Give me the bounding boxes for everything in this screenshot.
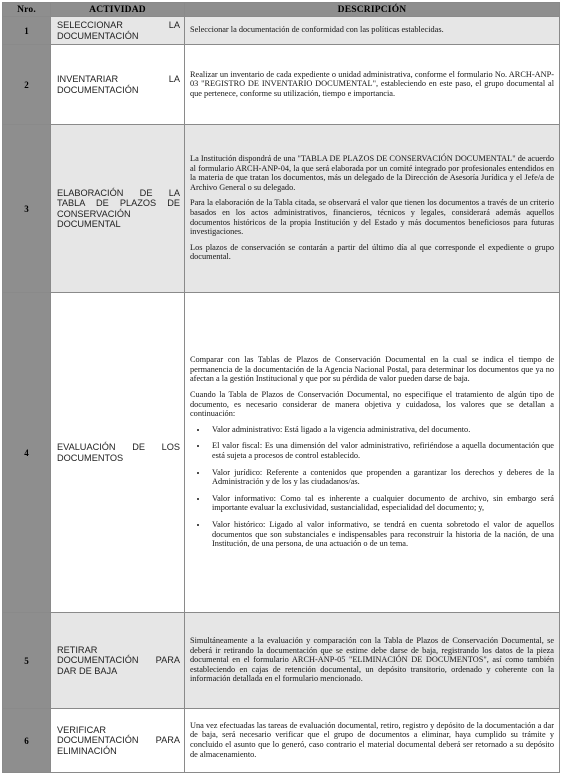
row-number: 4 (3, 293, 51, 613)
activity-name: RETIRAR DOCUMENTACIÓN PARA DAR DE BAJA (51, 613, 185, 709)
description-paragraph: Realizar un inventario de cada expediente o unidad administrativa, conforme el formulario No. ARCH-ANP-03 "REGISTRO DE INVENTARIO DOCUMENTAL", estableciendo en este paso, el grupo documental al que pertenece, conforme su utilización, tiempo e importancia. (190, 69, 554, 98)
description-paragraph: Comparar con las Tablas de Plazos de Conservación Documental en la cual se indica el tiempo de permanencia de la documentación de la Agencia Nacional Postal, para determinar los documentos que ya no afectan a la gestión Institucional y que por su pérdida de valor pueden darse de baja. (190, 355, 554, 384)
description-paragraph: Los plazos de conservación se contarán a partir del último día al que corresponde el expediente o grupo documental. (190, 242, 554, 262)
list-item: • Valor informativo: Como tal es inherente a cualquier documento de archivo, sin embargo será importante evaluar la exclusividad, sustancialidad, especialidad del documento; y, (208, 494, 554, 513)
activity-description (185, 17, 560, 45)
table-row (3, 293, 560, 613)
values-list (190, 425, 554, 549)
row-number: 3 (3, 125, 51, 293)
table-header-row (3, 3, 560, 17)
activity-name: SELECCIONAR LA DOCUMENTACIÓN (51, 17, 185, 45)
list-item: • Valor jurídico: Referente a contenidos que propenden a garantizar los derechos y deberes de la Administración y de los y las ciudadanos/as. (208, 468, 554, 487)
activity-description (185, 125, 560, 293)
row-number: 5 (3, 613, 51, 709)
description-paragraph: Una vez efectuadas las tareas de evaluación documental, retiro, registro y depósito de la documentación a dar de baja, será necesario verificar que el grupo de documentos a eliminar, haya cumplido su trámite y concluido el asunto que lo generó, caso contrario el material documental deberá ser retornado a su depósito de almacenamiento. (190, 720, 554, 759)
activities-table (2, 2, 560, 773)
activity-name: EVALUACIÓN DE LOS DOCUMENTOS (51, 293, 185, 613)
header-actividad: ACTIVIDAD (51, 3, 185, 17)
activity-description (185, 45, 560, 125)
activity-name: VERIFICAR DOCUMENTACIÓN PARA ELIMINACIÓN (51, 709, 185, 773)
table-row (3, 125, 560, 293)
activity-name: ELABORACIÓN DE LA TABLA DE PLAZOS DE CONSERVACIÓN DOCUMENTAL (51, 125, 185, 293)
row-number: 6 (3, 709, 51, 773)
description-paragraph: La Institución dispondrá de una "TABLA DE PLAZOS DE CONSERVACIÓN DOCUMENTAL" de acuerdo al formulario ARCH-ANP-04, la que será elaborada por un comité integrado por profesionales entendidos en la materia de que tratan los documentos, más un delegado de la Dirección de Asesoría Jurídica y el Jefe/a de Archivo General o su delegado. (190, 154, 554, 192)
description-paragraph: Seleccionar la documentación de conformidad con las políticas establecidas. (190, 25, 444, 35)
table-row (3, 613, 560, 709)
row-number: 1 (3, 17, 51, 45)
table-row (3, 709, 560, 773)
activity-description (185, 293, 560, 613)
activity-description (185, 613, 560, 709)
activity-name: INVENTARIAR LA DOCUMENTACIÓN (51, 45, 185, 125)
description-paragraph: Para la elaboración de la Tabla citada, se observará el valor que tienen los documentos a través de un criterio basados en los actos administrativos, financieros, técnicos y legales, considerará además aquellos documentos históricos de la propia Institución y del Estado y más documentos beneficiosos para futuras investigaciones. (190, 198, 554, 237)
list-item: • El valor fiscal: Es una dimensión del valor administrativo, refiriéndose a aquella documentación que está sujeta a procesos de control establecido. (208, 441, 554, 460)
activity-description (185, 709, 560, 773)
description-paragraph: Simultáneamente a la evaluación y comparación con la Tabla de Plazos de Conservación Documental, se deberá ir retirando la documentación que se estime debe darse de baja, registrando los datos de la pieza documental en el formulario ARCH-ANP-05 "ELIMINACIÓN DE DOCUMENTOS", así como también estableciendo en cajas de retención documental, un depósito transitorio, ordenado y coherente con la información detallada en el formulario mencionado. (190, 636, 554, 684)
list-item: • Valor histórico: Ligado al valor informativo, se tendrá en cuenta sobretodo el valor de aquellos documentos que son substanciales e indispensables para reconstruir la historia de la nación, de una Institución, de una persona, de una actuación o de un tema. (208, 520, 554, 549)
table-row (3, 17, 560, 45)
description-paragraph: Cuando la Tabla de Plazos de Conservación Documental, no especifique el tratamiento de algún tipo de documento, es necesario considerar de manera objetiva y cuidadosa, los valores que se detallan a continuación: (190, 390, 554, 419)
row-number: 2 (3, 45, 51, 125)
table-row (3, 45, 560, 125)
list-item: • Valor administrativo: Está ligado a la vigencia administrativa, del documento. (208, 425, 554, 435)
header-nro: Nro. (3, 3, 51, 17)
header-descripcion: DESCRIPCIÓN (185, 3, 560, 17)
